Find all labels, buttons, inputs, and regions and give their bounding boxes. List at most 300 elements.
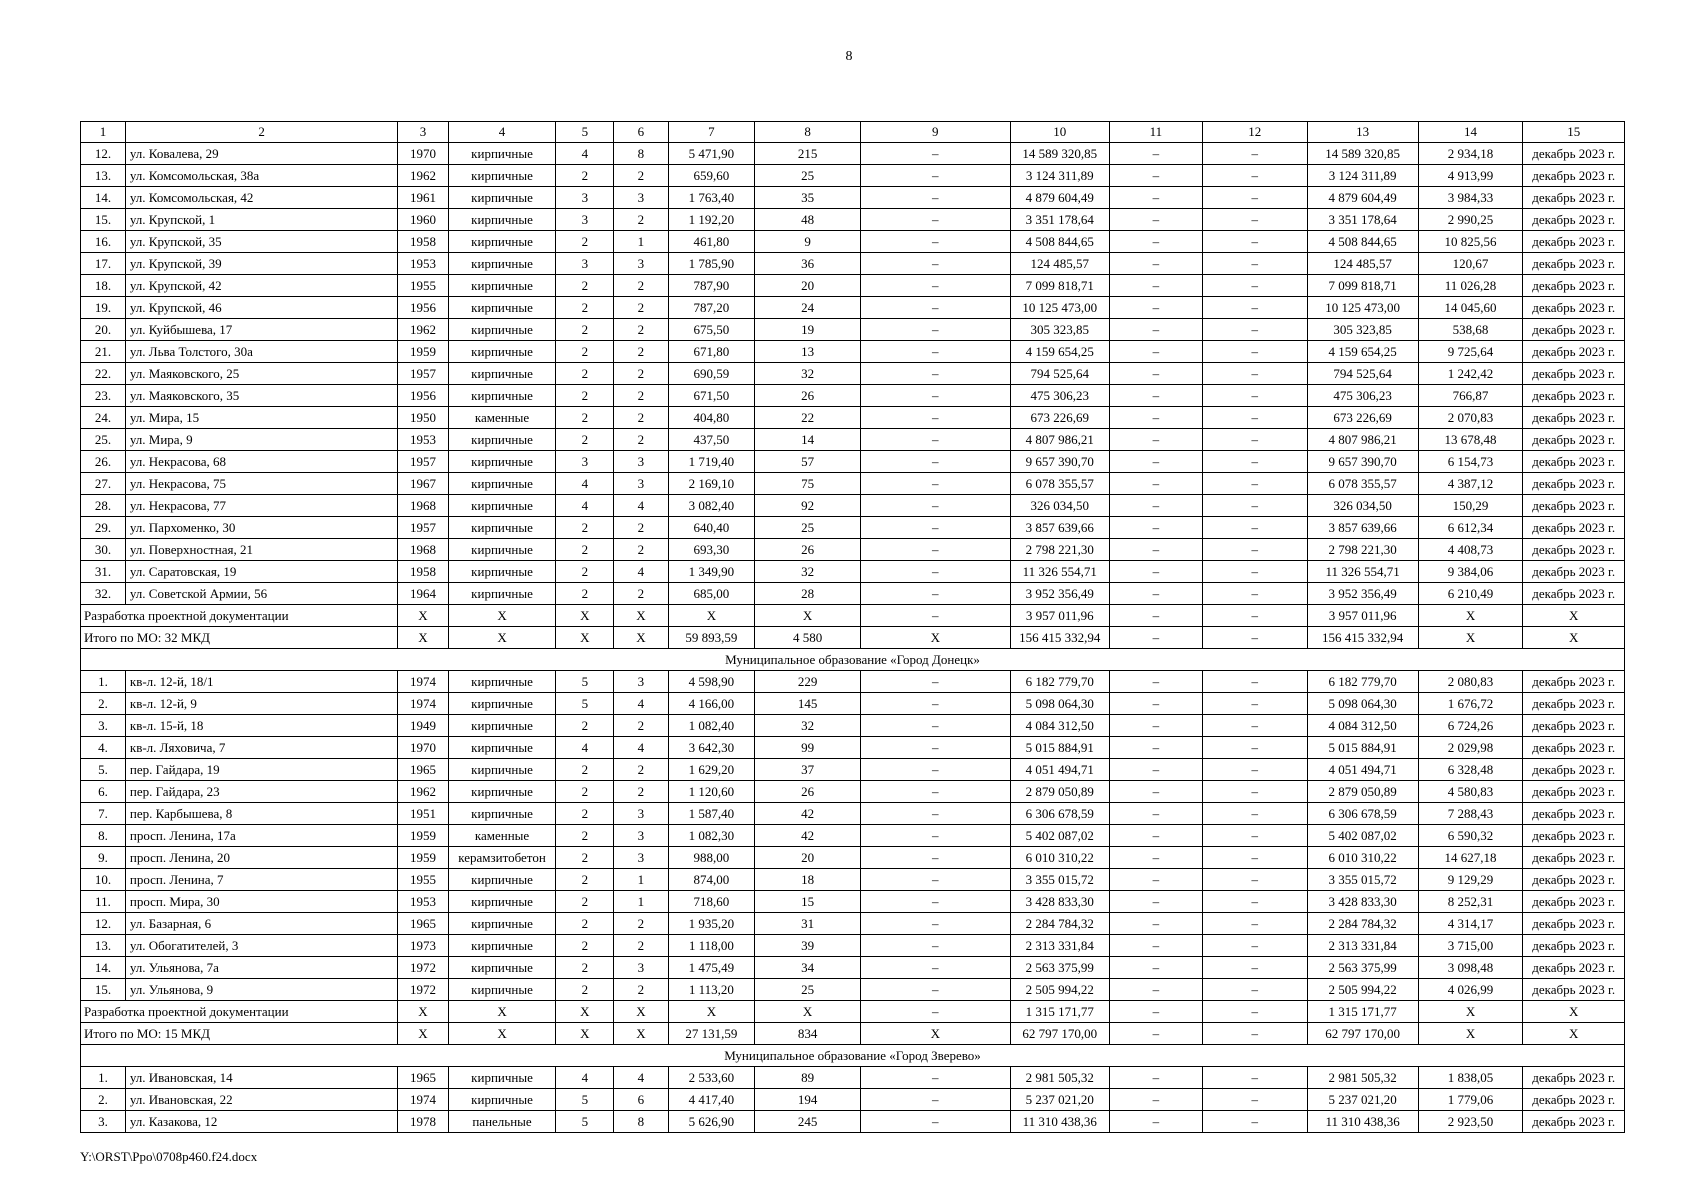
table-cell: 1968 xyxy=(398,495,448,517)
table-cell: 1959 xyxy=(398,847,448,869)
section-header-row xyxy=(81,649,1625,671)
table-cell: – xyxy=(860,1111,1010,1133)
summary-cell: X xyxy=(860,627,1010,649)
table-cell: кирпичные xyxy=(448,209,556,231)
table-cell: 16. xyxy=(81,231,126,253)
table-cell: – xyxy=(1202,297,1307,319)
table-cell: 1965 xyxy=(398,1067,448,1089)
table-cell: 2 284 784,32 xyxy=(1010,913,1109,935)
table-cell: декабрь 2023 г. xyxy=(1523,693,1625,715)
table-row xyxy=(81,451,1625,473)
column-number-cell: 1 xyxy=(81,122,126,143)
address-cell: ул. Маяковского, 35 xyxy=(125,385,397,407)
table-row xyxy=(81,231,1625,253)
table-cell: 1953 xyxy=(398,891,448,913)
summary-label: Разработка проектной документации xyxy=(81,1001,398,1023)
section-title: Муниципальное образование «Город Донецк» xyxy=(81,649,1625,671)
table-cell: 6 010 310,22 xyxy=(1010,847,1109,869)
table-cell: 1 242,42 xyxy=(1418,363,1523,385)
table-cell: 215 xyxy=(755,143,861,165)
table-cell: 5. xyxy=(81,759,126,781)
table-cell: 1 118,00 xyxy=(668,935,755,957)
table-cell: – xyxy=(1109,385,1202,407)
table-cell: декабрь 2023 г. xyxy=(1523,143,1625,165)
address-cell: пер. Карбышева, 8 xyxy=(125,803,397,825)
column-number-cell: 3 xyxy=(398,122,448,143)
table-row xyxy=(81,187,1625,209)
summary-cell: – xyxy=(1109,1023,1202,1045)
table-cell: декабрь 2023 г. xyxy=(1523,781,1625,803)
table-cell: – xyxy=(1202,165,1307,187)
table-cell: кирпичные xyxy=(448,803,556,825)
table-cell: 1 676,72 xyxy=(1418,693,1523,715)
table-cell: – xyxy=(1109,253,1202,275)
table-cell: 3 082,40 xyxy=(668,495,755,517)
table-cell: кирпичные xyxy=(448,561,556,583)
column-number-cell: 9 xyxy=(860,122,1010,143)
table-cell: 120,67 xyxy=(1418,253,1523,275)
table-cell: 124 485,57 xyxy=(1010,253,1109,275)
table-cell: – xyxy=(860,495,1010,517)
table-cell: 1957 xyxy=(398,363,448,385)
table-cell: 245 xyxy=(755,1111,861,1133)
table-cell: 4 408,73 xyxy=(1418,539,1523,561)
table-cell: 6 xyxy=(614,1089,668,1111)
table-cell: 7 099 818,71 xyxy=(1010,275,1109,297)
table-cell: – xyxy=(860,517,1010,539)
table-cell: 6 010 310,22 xyxy=(1307,847,1418,869)
table-cell: – xyxy=(1202,869,1307,891)
table-row xyxy=(81,1089,1625,1111)
table-cell: 22 xyxy=(755,407,861,429)
table-cell: 3 355 015,72 xyxy=(1010,869,1109,891)
table-cell: 1959 xyxy=(398,825,448,847)
table-row xyxy=(81,913,1625,935)
table-cell: кирпичные xyxy=(448,583,556,605)
table-cell: 1 082,30 xyxy=(668,825,755,847)
table-cell: 6 306 678,59 xyxy=(1010,803,1109,825)
table-cell: 150,29 xyxy=(1418,495,1523,517)
table-cell: кирпичные xyxy=(448,957,556,979)
table-cell: кирпичные xyxy=(448,253,556,275)
table-cell: 7 099 818,71 xyxy=(1307,275,1418,297)
summary-cell: – xyxy=(1202,1001,1307,1023)
table-cell: 4 807 986,21 xyxy=(1010,429,1109,451)
summary-cell: X xyxy=(614,1023,668,1045)
table-cell: 1974 xyxy=(398,671,448,693)
table-row xyxy=(81,979,1625,1001)
table-cell: 3. xyxy=(81,1111,126,1133)
table-cell: – xyxy=(1109,1067,1202,1089)
table-cell: – xyxy=(1109,737,1202,759)
table-cell: 25 xyxy=(755,165,861,187)
table-cell: 475 306,23 xyxy=(1307,385,1418,407)
table-cell: 3. xyxy=(81,715,126,737)
table-cell: 6 210,49 xyxy=(1418,583,1523,605)
table-cell: 1. xyxy=(81,1067,126,1089)
table-cell: – xyxy=(860,869,1010,891)
table-cell: 671,50 xyxy=(668,385,755,407)
column-number-cell: 2 xyxy=(125,122,397,143)
table-cell: 2 xyxy=(556,935,614,957)
table-cell: декабрь 2023 г. xyxy=(1523,429,1625,451)
table-cell: 1958 xyxy=(398,561,448,583)
address-cell: ул. Некрасова, 75 xyxy=(125,473,397,495)
summary-cell: X xyxy=(556,1023,614,1045)
table-cell: 2 313 331,84 xyxy=(1307,935,1418,957)
table-cell: – xyxy=(1202,319,1307,341)
table-cell: – xyxy=(1202,825,1307,847)
table-cell: кирпичные xyxy=(448,517,556,539)
table-cell: 2 xyxy=(614,341,668,363)
table-cell: 4 879 604,49 xyxy=(1307,187,1418,209)
table-cell: 5 237 021,20 xyxy=(1010,1089,1109,1111)
table-cell: декабрь 2023 г. xyxy=(1523,869,1625,891)
table-cell: – xyxy=(1202,429,1307,451)
address-cell: ул. Базарная, 6 xyxy=(125,913,397,935)
table-cell: декабрь 2023 г. xyxy=(1523,671,1625,693)
table-cell: 2 xyxy=(614,407,668,429)
table-cell: 690,59 xyxy=(668,363,755,385)
table-cell: 2 981 505,32 xyxy=(1010,1067,1109,1089)
table-cell: декабрь 2023 г. xyxy=(1523,407,1625,429)
table-cell: декабрь 2023 г. xyxy=(1523,935,1625,957)
table-cell: 1 xyxy=(614,891,668,913)
table-cell: 5 xyxy=(556,693,614,715)
table-cell: 2 xyxy=(556,275,614,297)
table-row xyxy=(81,803,1625,825)
table-cell: 7 288,43 xyxy=(1418,803,1523,825)
summary-cell: 1 315 171,77 xyxy=(1307,1001,1418,1023)
table-cell: 2 284 784,32 xyxy=(1307,913,1418,935)
table-cell: 5 015 884,91 xyxy=(1307,737,1418,759)
table-cell: кирпичные xyxy=(448,891,556,913)
table-cell: 3 952 356,49 xyxy=(1010,583,1109,605)
summary-row xyxy=(81,1001,1625,1023)
table-cell: каменные xyxy=(448,407,556,429)
table-cell: 2 xyxy=(556,539,614,561)
table-cell: декабрь 2023 г. xyxy=(1523,451,1625,473)
table-cell: – xyxy=(1202,561,1307,583)
table-cell: 10. xyxy=(81,869,126,891)
table-cell: декабрь 2023 г. xyxy=(1523,957,1625,979)
table-cell: 1958 xyxy=(398,231,448,253)
table-cell: 787,90 xyxy=(668,275,755,297)
summary-cell: 62 797 170,00 xyxy=(1307,1023,1418,1045)
table-cell: 1955 xyxy=(398,869,448,891)
table-cell: 2 xyxy=(556,891,614,913)
table-cell: 4 508 844,65 xyxy=(1010,231,1109,253)
table-cell: – xyxy=(860,385,1010,407)
table-cell: кирпичные xyxy=(448,979,556,1001)
address-cell: ул. Куйбышева, 17 xyxy=(125,319,397,341)
summary-cell: X xyxy=(556,1001,614,1023)
table-cell: – xyxy=(860,253,1010,275)
table-cell: 2 990,25 xyxy=(1418,209,1523,231)
table-cell: 6 154,73 xyxy=(1418,451,1523,473)
table-cell: 1 349,90 xyxy=(668,561,755,583)
table-cell: – xyxy=(1109,935,1202,957)
table-cell: 4 xyxy=(556,1067,614,1089)
table-cell: декабрь 2023 г. xyxy=(1523,561,1625,583)
table-cell: 1 935,20 xyxy=(668,913,755,935)
table-cell: кирпичные xyxy=(448,671,556,693)
table-cell: 12. xyxy=(81,143,126,165)
table-cell: 194 xyxy=(755,1089,861,1111)
table-cell: – xyxy=(1202,583,1307,605)
summary-cell: 62 797 170,00 xyxy=(1010,1023,1109,1045)
table-cell: 4 xyxy=(614,1067,668,1089)
table-cell: 13 xyxy=(755,341,861,363)
table-cell: 675,50 xyxy=(668,319,755,341)
table-cell: 32. xyxy=(81,583,126,605)
table-cell: 1 719,40 xyxy=(668,451,755,473)
table-cell: – xyxy=(860,209,1010,231)
summary-cell: X xyxy=(448,1023,556,1045)
table-cell: 34 xyxy=(755,957,861,979)
table-row xyxy=(81,693,1625,715)
table-cell: – xyxy=(1109,803,1202,825)
table-cell: 4 580,83 xyxy=(1418,781,1523,803)
table-cell: 787,20 xyxy=(668,297,755,319)
table-cell: 1974 xyxy=(398,1089,448,1111)
table-cell: 2 169,10 xyxy=(668,473,755,495)
address-cell: ул. Мира, 15 xyxy=(125,407,397,429)
table-cell: 2 798 221,30 xyxy=(1010,539,1109,561)
table-row xyxy=(81,781,1625,803)
table-cell: – xyxy=(1109,517,1202,539)
table-cell: 673 226,69 xyxy=(1307,407,1418,429)
summary-label: Итого по МО: 32 МКД xyxy=(81,627,398,649)
table-cell: – xyxy=(1109,209,1202,231)
table-cell: 4 387,12 xyxy=(1418,473,1523,495)
table-cell: 2 xyxy=(614,363,668,385)
table-cell: 404,80 xyxy=(668,407,755,429)
table-cell: 5 237 021,20 xyxy=(1307,1089,1418,1111)
address-cell: ул. Мира, 9 xyxy=(125,429,397,451)
table-cell: – xyxy=(1109,561,1202,583)
table-cell: 3 xyxy=(614,803,668,825)
summary-cell: X xyxy=(1523,627,1625,649)
table-cell: 9 129,29 xyxy=(1418,869,1523,891)
address-cell: ул. Крупской, 39 xyxy=(125,253,397,275)
table-cell: 30. xyxy=(81,539,126,561)
summary-cell: – xyxy=(1202,1023,1307,1045)
table-cell: кирпичные xyxy=(448,693,556,715)
table-cell: 3 642,30 xyxy=(668,737,755,759)
table-row xyxy=(81,671,1625,693)
summary-cell: X xyxy=(448,627,556,649)
table-row xyxy=(81,165,1625,187)
table-cell: – xyxy=(1109,187,1202,209)
table-cell: 2 xyxy=(556,825,614,847)
table-cell: 2 xyxy=(556,385,614,407)
table-cell: 2 xyxy=(556,781,614,803)
table-cell: 2 xyxy=(556,319,614,341)
address-cell: ул. Саратовская, 19 xyxy=(125,561,397,583)
footer-file-path: Y:\ORST\Ppo\0708p460.f24.docx xyxy=(80,1149,258,1164)
table-cell: 659,60 xyxy=(668,165,755,187)
table-cell: кирпичные xyxy=(448,759,556,781)
table-cell: 3 952 356,49 xyxy=(1307,583,1418,605)
column-number-cell: 7 xyxy=(668,122,755,143)
address-cell: ул. Поверхностная, 21 xyxy=(125,539,397,561)
table-row xyxy=(81,429,1625,451)
table-cell: декабрь 2023 г. xyxy=(1523,363,1625,385)
table-cell: 685,00 xyxy=(668,583,755,605)
table-cell: 1 113,20 xyxy=(668,979,755,1001)
table-cell: 305 323,85 xyxy=(1307,319,1418,341)
table-cell: 26 xyxy=(755,781,861,803)
table-cell: 1967 xyxy=(398,473,448,495)
table-cell: 3 xyxy=(556,187,614,209)
summary-cell: X xyxy=(614,627,668,649)
summary-cell: X xyxy=(1523,605,1625,627)
table-cell: 2 313 331,84 xyxy=(1010,935,1109,957)
table-cell: 4 xyxy=(556,737,614,759)
table-cell: – xyxy=(1109,847,1202,869)
table-row xyxy=(81,583,1625,605)
table-cell: – xyxy=(1202,385,1307,407)
table-cell: 2 080,83 xyxy=(1418,671,1523,693)
table-cell: 2 xyxy=(614,715,668,737)
table-cell: – xyxy=(1109,1111,1202,1133)
table-cell: 1978 xyxy=(398,1111,448,1133)
table-cell: 89 xyxy=(755,1067,861,1089)
summary-cell: X xyxy=(755,605,861,627)
table-cell: – xyxy=(1202,187,1307,209)
table-cell: – xyxy=(860,715,1010,737)
table-cell: 3 xyxy=(614,847,668,869)
table-cell: – xyxy=(1109,473,1202,495)
table-cell: 15. xyxy=(81,209,126,231)
table-cell: 2 xyxy=(614,385,668,407)
table-cell: 2 xyxy=(556,561,614,583)
table-cell: – xyxy=(860,473,1010,495)
table-cell: 2 533,60 xyxy=(668,1067,755,1089)
summary-cell: X xyxy=(398,605,448,627)
table-cell: 2 070,83 xyxy=(1418,407,1523,429)
table-cell: – xyxy=(860,957,1010,979)
table-cell: 4 166,00 xyxy=(668,693,755,715)
summary-cell: X xyxy=(1418,605,1523,627)
table-cell: 2 xyxy=(556,363,614,385)
table-cell: 794 525,64 xyxy=(1010,363,1109,385)
table-cell: 18 xyxy=(755,869,861,891)
table-cell: каменные xyxy=(448,825,556,847)
table-cell: – xyxy=(860,561,1010,583)
table-row xyxy=(81,561,1625,583)
address-cell: просп. Ленина, 7 xyxy=(125,869,397,891)
table-cell: 2 xyxy=(614,165,668,187)
table-cell: 794 525,64 xyxy=(1307,363,1418,385)
table-cell: 25 xyxy=(755,517,861,539)
summary-row xyxy=(81,627,1625,649)
table-cell: 6 590,32 xyxy=(1418,825,1523,847)
table-cell: 5 xyxy=(556,671,614,693)
table-cell: – xyxy=(1202,517,1307,539)
table-cell: декабрь 2023 г. xyxy=(1523,275,1625,297)
address-cell: ул. Маяковского, 25 xyxy=(125,363,397,385)
table-cell: кирпичные xyxy=(448,913,556,935)
table-row xyxy=(81,297,1625,319)
table-row xyxy=(81,253,1625,275)
address-cell: ул. Казакова, 12 xyxy=(125,1111,397,1133)
table-cell: 326 034,50 xyxy=(1010,495,1109,517)
table-cell: 1957 xyxy=(398,517,448,539)
summary-cell: X xyxy=(556,605,614,627)
table-cell: 2 xyxy=(556,759,614,781)
table-cell: 13. xyxy=(81,165,126,187)
table-row xyxy=(81,737,1625,759)
table-cell: 6 078 355,57 xyxy=(1307,473,1418,495)
table-cell: – xyxy=(860,847,1010,869)
table-cell: 3 984,33 xyxy=(1418,187,1523,209)
address-cell: ул. Льва Толстого, 30а xyxy=(125,341,397,363)
table-cell: 2 879 050,89 xyxy=(1307,781,1418,803)
table-cell: 2 xyxy=(556,517,614,539)
table-cell: 26. xyxy=(81,451,126,473)
summary-cell: X xyxy=(1418,627,1523,649)
table-cell: 3 xyxy=(556,209,614,231)
table-cell: 5 098 064,30 xyxy=(1010,693,1109,715)
table-cell: 3 098,48 xyxy=(1418,957,1523,979)
table-cell: 14 045,60 xyxy=(1418,297,1523,319)
table-cell: 1 120,60 xyxy=(668,781,755,803)
table-cell: 21. xyxy=(81,341,126,363)
table-cell: 20 xyxy=(755,847,861,869)
table-cell: – xyxy=(860,275,1010,297)
table-cell: декабрь 2023 г. xyxy=(1523,847,1625,869)
table-cell: 2 xyxy=(556,913,614,935)
summary-cell: X xyxy=(614,1001,668,1023)
table-cell: 10 125 473,00 xyxy=(1307,297,1418,319)
table-cell: 3 xyxy=(556,451,614,473)
table-cell: керамзитобетон xyxy=(448,847,556,869)
table-cell: 9 657 390,70 xyxy=(1307,451,1418,473)
table-cell: 3 351 178,64 xyxy=(1307,209,1418,231)
table-cell: 14 589 320,85 xyxy=(1307,143,1418,165)
table-row xyxy=(81,495,1625,517)
address-cell: просп. Мира, 30 xyxy=(125,891,397,913)
summary-label: Разработка проектной документации xyxy=(81,605,398,627)
table-cell: 4 314,17 xyxy=(1418,913,1523,935)
address-cell: пер. Гайдара, 19 xyxy=(125,759,397,781)
table-cell: 1 082,40 xyxy=(668,715,755,737)
section-header-row xyxy=(81,1045,1625,1067)
table-cell: 124 485,57 xyxy=(1307,253,1418,275)
table-cell: 2 xyxy=(614,781,668,803)
table-cell: декабрь 2023 г. xyxy=(1523,1111,1625,1133)
table-cell: 26 xyxy=(755,385,861,407)
summary-cell: – xyxy=(860,605,1010,627)
summary-cell: 4 580 xyxy=(755,627,861,649)
table-cell: декабрь 2023 г. xyxy=(1523,1089,1625,1111)
table-cell: 1951 xyxy=(398,803,448,825)
table-cell: – xyxy=(1202,847,1307,869)
table-cell: – xyxy=(860,759,1010,781)
table-cell: – xyxy=(1109,407,1202,429)
table-cell: 5 471,90 xyxy=(668,143,755,165)
table-cell: кирпичные xyxy=(448,869,556,891)
table-cell: декабрь 2023 г. xyxy=(1523,583,1625,605)
table-cell: – xyxy=(1109,363,1202,385)
table-cell: – xyxy=(1202,407,1307,429)
address-cell: ул. Ивановская, 14 xyxy=(125,1067,397,1089)
table-cell: кирпичные xyxy=(448,187,556,209)
address-cell: ул. Комсомольская, 42 xyxy=(125,187,397,209)
table-cell: кирпичные xyxy=(448,429,556,451)
